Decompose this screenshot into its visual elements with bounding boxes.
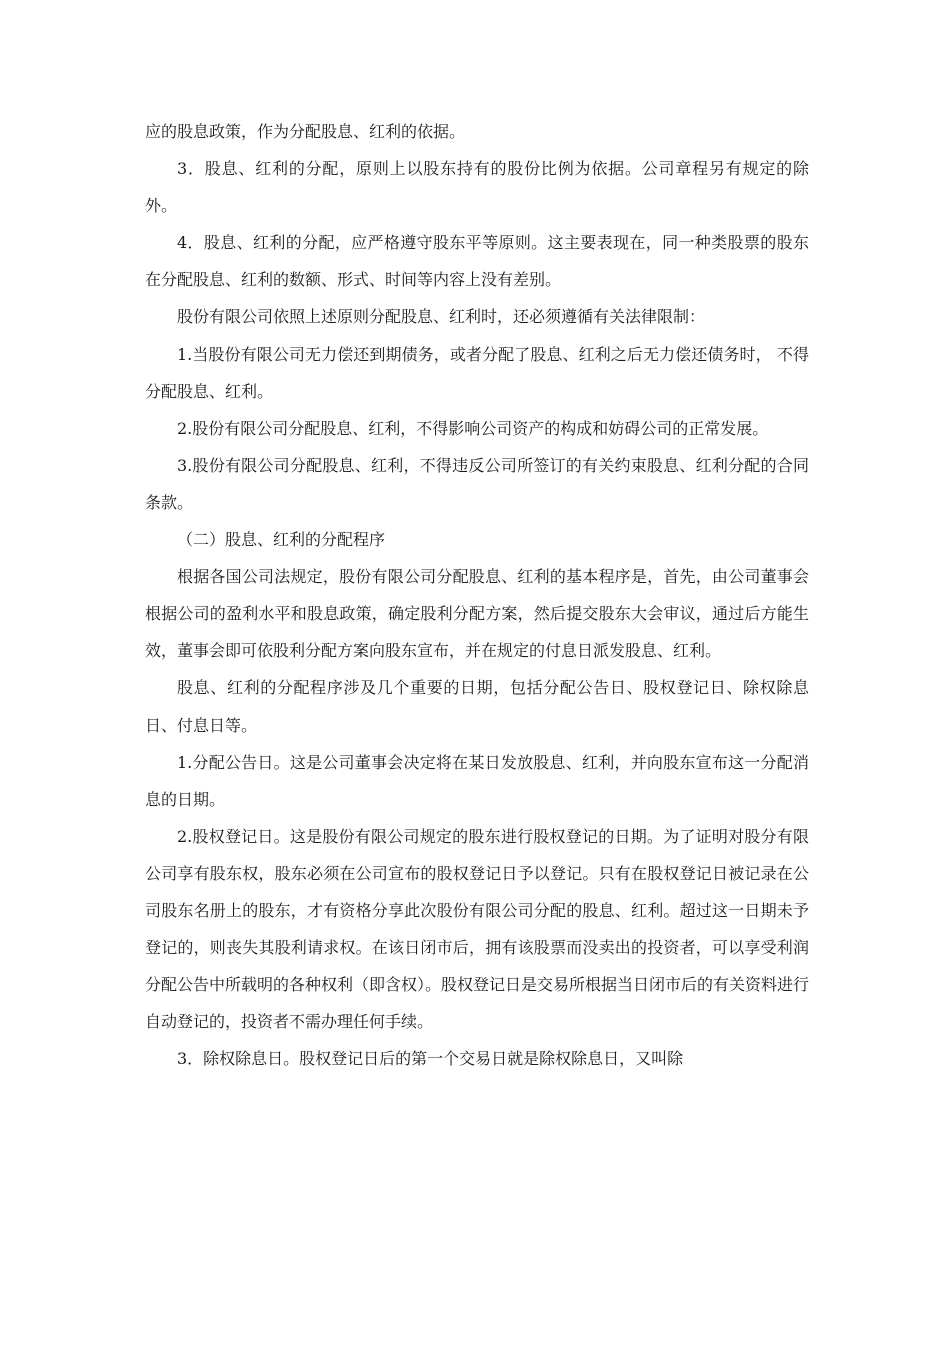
paragraph-procedure: 根据各国公司法规定，股份有限公司分配股息、红利的基本程序是，首先，由公司董事会根据公司的盈利水平和股息政策，确定股利分配方案，然后提交股东大会审议，通过后方能生效，董事会即可依股利分配方案向股东宣布，并在规定的付息日派发股息、红利。 xyxy=(145,567,809,661)
paragraph-limit-2: 2.股份有限公司分配股息、红利，不得影响公司资产的构成和妨碍公司的正常发展。 xyxy=(177,418,769,438)
paragraph-limit-3: 3.股份有限公司分配股息、红利，不得违反公司所签订的有关约束股息、红利分配的合同条款。 xyxy=(145,455,809,512)
paragraph-item-4: 4．股息、红利的分配，应严格遵守股东平等原则。这主要表现在，同一种类股票的股东在分配股息、红利的数额、形式、时间等内容上没有差别。 xyxy=(145,233,809,290)
paragraph-key-dates: 股息、红利的分配程序涉及几个重要的日期，包括分配公告日、股权登记日、除权除息日、付息日等。 xyxy=(145,678,809,735)
document-page xyxy=(145,113,809,1077)
paragraph-ex-dividend-date: 3．除权除息日。股权登记日后的第一个交易日就是除权除息日，又叫除 xyxy=(177,1049,684,1069)
paragraph-item-3: 3．股息、红利的分配，原则上以股东持有的股份比例为依据。公司章程另有规定的除外。 xyxy=(145,159,809,216)
section-heading: （二）股息、红利的分配程序 xyxy=(177,530,386,550)
paragraph-continuation: 应的股息政策，作为分配股息、红利的依据。 xyxy=(145,122,466,141)
paragraph-limit-1: 1.当股份有限公司无力偿还到期债务，或者分配了股息、红利之后无力偿还债务时， 不得分配股息、红利。 xyxy=(145,344,809,401)
paragraph-record-date: 2.股权登记日。这是股份有限公司规定的股东进行股权登记的日期。为了证明对股分有限公司享有股东权，股东必须在公司宣布的股权登记日予以登记。只有在股权登记日被记录在公司股东名册上的股东，才有资格分享此次股份有限公司分配的股息、红利。超过这一日期未予登记的，则丧失其股利请求权。在该日闭市后，拥有该股票而没卖出的投资者，可以享受利润分配公告中所载明的各种权利（即含权）。股权登记日是交易所根据当日闭市后的有关资料进行自动登记的，投资者不需办理任何手续。 xyxy=(145,826,810,1032)
paragraph-legal-limits-intro: 股份有限公司依照上述原则分配股息、红利时，还必须遵循有关法律限制： xyxy=(177,307,706,327)
paragraph-announcement-date: 1.分配公告日。这是公司董事会决定将在某日发放股息、红利，并向股东宣布这一分配消息的日期。 xyxy=(145,752,809,809)
